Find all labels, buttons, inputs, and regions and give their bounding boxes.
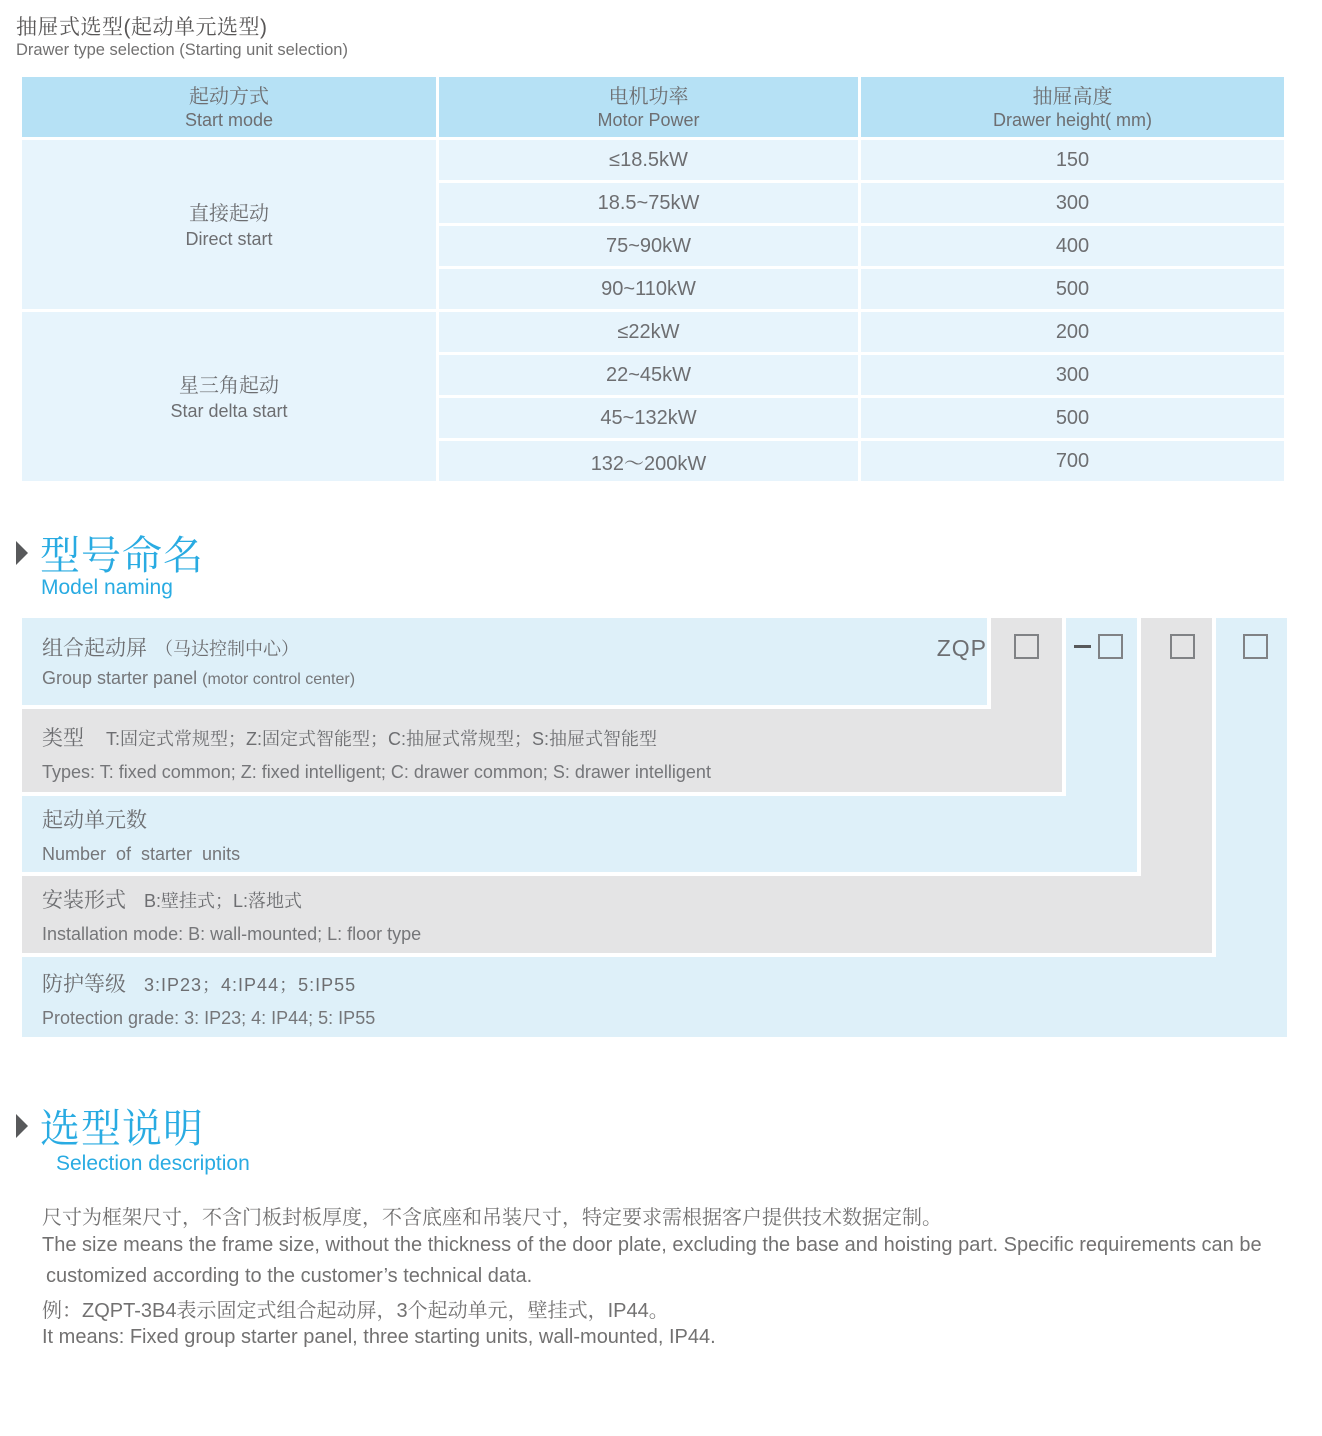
cell-height: 300 [861,183,1284,223]
band1-label-zh: 组合起动屏 （马达控制中心） [42,637,299,660]
cell-power: 22~45kW [439,355,858,395]
model-code-box-4 [1243,634,1268,659]
header-drawer-height: 抽屉高度 Drawer height( mm) [861,77,1284,137]
model-naming-diagram [22,618,1288,1038]
band2-label-zh: 类型 T:固定式常规型；Z:固定式智能型；C:抽屉式常规型；S:抽屉式智能型 [42,727,658,750]
model-code-box-2 [1098,634,1123,659]
cell-height: 500 [861,398,1284,438]
cell-power: 45~132kW [439,398,858,438]
cell-height: 400 [861,226,1284,266]
band3-label-en: Number of starter units [42,844,241,864]
table-row [22,312,1284,352]
cell-power: ≤18.5kW [439,140,858,180]
cell-height: 150 [861,140,1284,180]
model-code-box-1 [1014,634,1039,659]
selection-line-3: customized according to the customer’s technical data. [46,1265,533,1287]
cell-star-delta-start: 星三角起动 Star delta start [22,312,436,481]
section-marker-icon [16,541,28,565]
section-title-zh: 选型说明 [40,1107,204,1151]
section-title-en: Model naming [41,576,173,599]
band3-label-zh: 起动单元数 [42,809,147,832]
cell-power: 75~90kW [439,226,858,266]
section-title-zh: 型号命名 [40,534,204,578]
cell-power: 90~110kW [439,269,858,309]
section-title-en: Selection description [56,1152,250,1175]
page-subtitle: Drawer type selection (Starting unit selection) [16,41,348,59]
header-motor-power: 电机功率 Motor Power [439,77,858,137]
band5-label-zh: 防护等级 3:IP23；4:IP44；5:IP55 [42,973,357,996]
cell-height: 300 [861,355,1284,395]
cell-height: 200 [861,312,1284,352]
model-code-box-3 [1170,634,1195,659]
band2-label-en: Types: T: fixed common; Z: fixed intelligent; C: drawer common; S: drawer intelligent [42,762,711,782]
table-row [22,140,1284,180]
cell-power: 18.5~75kW [439,183,858,223]
table-header-row [22,77,1284,137]
model-code-text: ZQP [936,635,987,661]
cell-height: 700 [861,441,1284,481]
section-heading-selection-description [16,1097,204,1154]
selection-line-2: The size means the frame size, without the thickness of the door plate, excluding the base and hoisting part. Specific requirements can be [42,1234,1262,1256]
selection-line-5: It means: Fixed group starter panel, three starting units, wall-mounted, IP44. [42,1326,716,1348]
cell-power: 132～200kW [439,441,858,481]
cell-power: ≤22kW [439,312,858,352]
page-title: 抽屉式选型(起动单元选型) [16,16,268,39]
cell-direct-start: 直接起动 Direct start [22,140,436,309]
selection-line-4: 例：ZQPT-3B4表示固定式组合起动屏，3个起动单元，壁挂式，IP44。 [42,1300,669,1322]
section-marker-icon [16,1114,28,1138]
header-start-mode: 起动方式 Start mode [22,77,436,137]
model-code-dash [1074,645,1091,648]
band1-label-en: Group starter panel (motor control center) [42,668,356,688]
band5-label-en: Protection grade: 3: IP23; 4: IP44; 5: IP55 [42,1008,376,1028]
band4-label-en: Installation mode: B: wall-mounted; L: floor type [42,924,422,944]
cell-height: 500 [861,269,1284,309]
selection-line-1: 尺寸为框架尺寸，不含门板封板厚度，不含底座和吊装尺寸，特定要求需根据客户提供技术数据定制。 [42,1207,942,1229]
band4-label-zh: 安装形式 B:壁挂式；L:落地式 [42,889,303,912]
section-heading-model-naming [16,524,204,581]
drawer-selection-table [19,74,1287,484]
